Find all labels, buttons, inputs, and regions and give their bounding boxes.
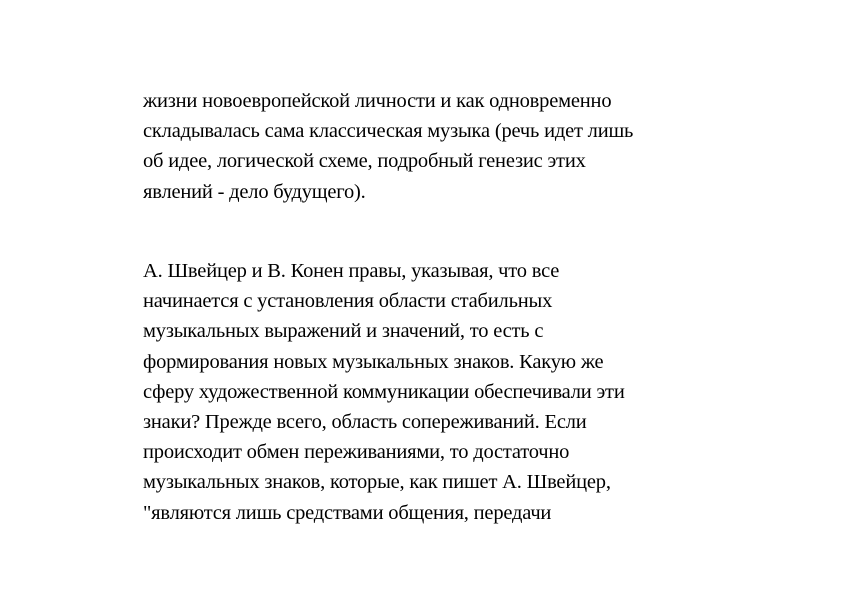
text-line: жизни новоевропейской личности и как одновременно bbox=[143, 90, 612, 112]
text-line: складывалась сама классическая музыка (речь идет лишь bbox=[143, 120, 634, 143]
text-line: "являются лишь средствами общения, передачи bbox=[143, 501, 552, 524]
text-line: музыкальных знаков, которые, как пишет А. Швейцер, bbox=[143, 471, 611, 494]
text-line: явлений - дело будущего). bbox=[143, 180, 366, 203]
text-line: формирования новых музыкальных знаков. Какую же bbox=[143, 350, 604, 373]
text-line: происходит обмен переживаниями, то достаточно bbox=[143, 441, 570, 464]
paragraph-1 bbox=[143, 86, 703, 207]
text-line: знаки? Прежде всего, область сопереживаний. Если bbox=[143, 411, 587, 434]
text-line: музыкальных выражений и значений, то есть с bbox=[143, 320, 544, 343]
text-line: начинается с установления области стабильных bbox=[143, 290, 553, 313]
paragraph-2 bbox=[143, 256, 703, 528]
text-line: сферу художественной коммуникации обеспечивали эти bbox=[143, 380, 625, 403]
text-line: об идее, логической схеме, подробный генезис этих bbox=[143, 150, 586, 173]
text-line: А. Швейцер и В. Конен правы, указывая, что все bbox=[143, 260, 560, 282]
